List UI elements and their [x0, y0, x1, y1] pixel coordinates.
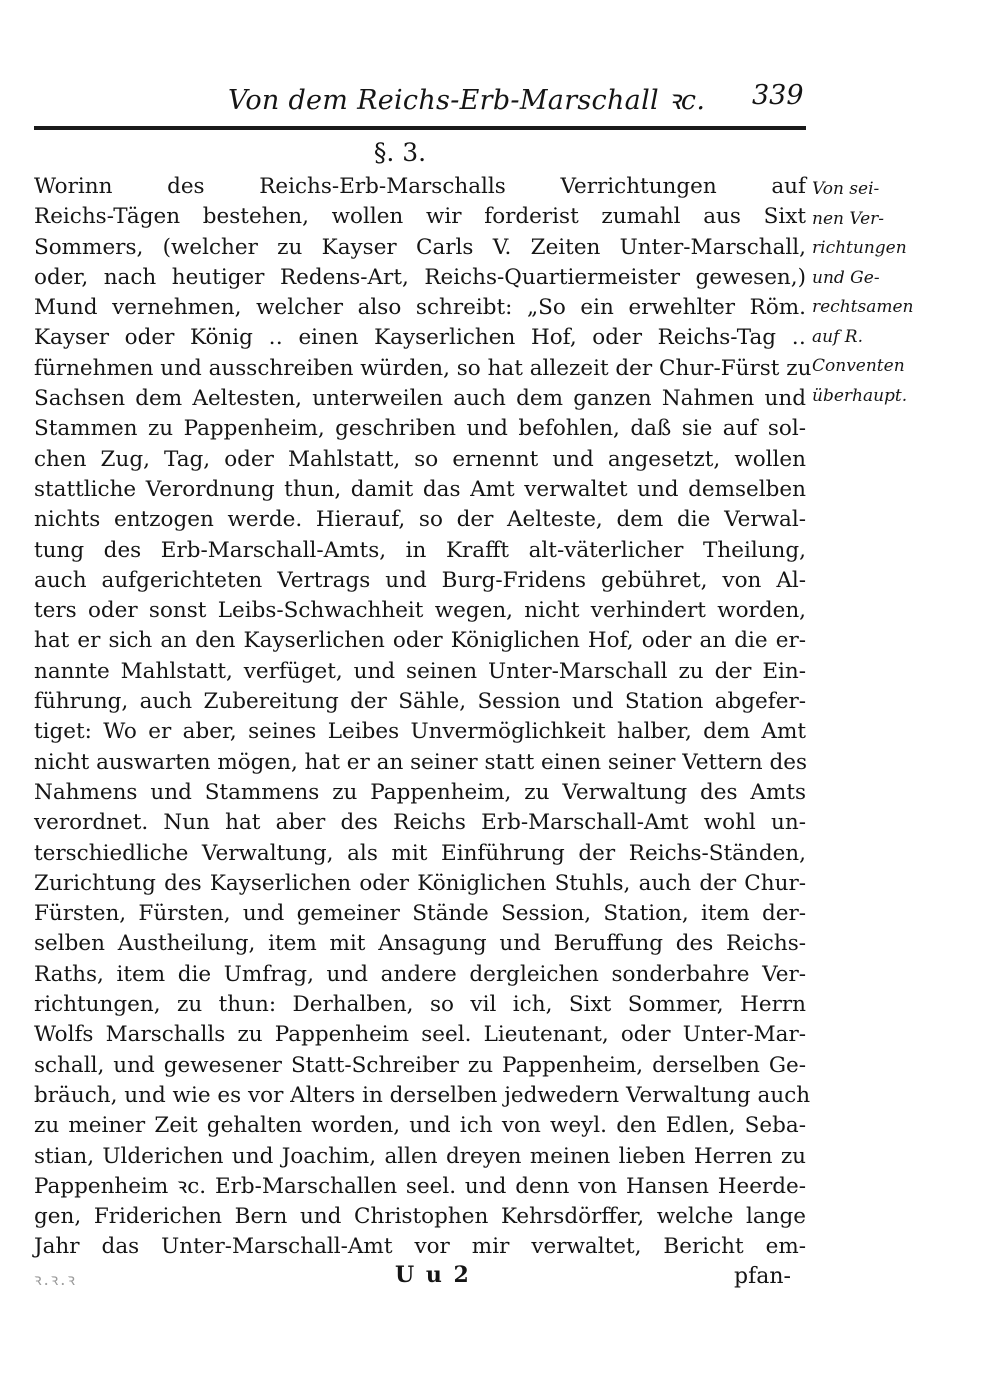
text-line: zu meiner Zeit gehalten worden, und ich von weyl. den Edlen, Seba-	[34, 1113, 806, 1139]
text-line: gen, Friderichen Bern und Christophen Kehrsdörffer, welche lange	[34, 1204, 806, 1230]
text-line: nichts entzogen werde. Hierauf, so der Aelteste, dem die Verwal-	[34, 507, 806, 533]
text-line: hat er sich an den Kayserlichen oder Königlichen Hof, oder an die er-	[34, 628, 806, 654]
text-line: Zurichtung des Kayserlichen oder Königlichen Stuhls, auch der Chur-	[34, 870, 806, 896]
text-line: nannte Mahlstatt, verfüget, und seinen Unter-Marschall zu der Ein-	[34, 658, 806, 684]
text-line: Reichs-Tägen bestehen, wollen wir forderist zumahl aus Sixt	[34, 204, 806, 230]
text-line: auch aufgerichteten Vertrags und Burg-Fridens gebühret, von Al-	[34, 567, 806, 593]
text-line: chen Zug, Tag, oder Mahlstatt, so ernennt und angesetzt, wollen	[34, 446, 806, 472]
text-line: Kayser oder König ‥ einen Kayserlichen Hof, oder Reichs-Tag ‥	[34, 325, 806, 351]
margin-note-line: rechtsamen	[812, 297, 914, 317]
text-line: Raths, item die Umfrag, und andere dergleichen sonderbahre Ver-	[34, 961, 806, 987]
text-line: Wolfs Marschalls zu Pappenheim seel. Lieutenant, oder Unter-Mar-	[34, 1022, 806, 1048]
text-line: verordnet. Nun hat aber des Reichs Erb-Marschall-Amt wohl un-	[34, 810, 806, 836]
text-line: schall, und gewesener Statt-Schreiber zu Pappenheim, derselben Ge-	[34, 1052, 806, 1078]
section-mark: §. 3.	[373, 138, 427, 167]
text-line: stian, Ulderichen und Joachim, allen dreyen meinen lieben Herren zu	[34, 1143, 806, 1169]
text-line: Pappenheim ꝛc. Erb-Marschallen seel. und denn von Hansen Heerde-	[34, 1173, 806, 1199]
margin-note-line: nen Ver-	[812, 208, 885, 229]
text-line: Fürsten, Fürsten, und gemeiner Stände Session, Station, item der-	[34, 901, 806, 927]
running-title: Von dem Reichs-Erb-Marschall ꝛc.	[228, 85, 706, 116]
catchword: pfan-	[734, 1264, 791, 1289]
text-line: Stammen zu Pappenheim, geschriben und befohlen, daß sie auf sol-	[34, 416, 806, 442]
text-line: führung, auch Zubereitung der Sähle, Session und Station abgefer-	[34, 689, 806, 715]
signature-mark: U u 2	[395, 1262, 471, 1288]
text-line: Sachsen dem Aeltesten, unterweilen auch dem ganzen Nahmen und	[34, 386, 806, 412]
text-line: selben Austheilung, item mit Ansagung und Beruffung des Reichs-	[34, 931, 806, 957]
margin-note-line: auf R.	[812, 326, 863, 347]
text-line: bräuch, und wie es vor Alters in derselben jedwedern Verwaltung auch	[34, 1082, 811, 1108]
text-line: terschiedliche Verwaltung, als mit Einführung der Reichs-Ständen,	[34, 840, 806, 866]
text-line: tung des Erb-Marschall-Amts, in Krafft alt-väterlicher Theilung,	[34, 537, 806, 563]
text-line: richtungen, zu thun: Derhalben, so vil ich, Sixt Sommer, Herrn	[34, 992, 806, 1018]
text-line: Nahmens und Stammens zu Pappenheim, zu Verwaltung des Amts	[34, 779, 806, 805]
text-line: Sommers, (welcher zu Kayser Carls V. Zeiten Unter-Marschall,	[34, 234, 806, 260]
body-text	[34, 172, 812, 1263]
text-line: nicht auswarten mögen, hat er an seiner statt einen seiner Vettern des	[34, 749, 807, 775]
margin-note	[812, 175, 962, 411]
text-line: Jahr das Unter-Marschall-Amt vor mir verwaltet, Bericht em-	[34, 1234, 806, 1260]
margin-note-line: und Ge-	[812, 267, 880, 288]
text-line: ters oder sonst Leibs-Schwachheit wegen, nicht verhindert worden,	[34, 598, 806, 624]
margin-note-line: überhaupt.	[812, 385, 908, 406]
margin-note-line: richtungen	[812, 238, 907, 258]
text-line: stattliche Verordnung thun, damit das Amt verwaltet und demselben	[34, 476, 806, 502]
text-line: oder, nach heutiger Redens-Art, Reichs-Quartiermeister gewesen,)	[34, 264, 806, 290]
page-number: 339	[752, 80, 804, 111]
text-line: tiget: Wo er aber, seines Leibes Unvermöglichkeit halber, dem Amt	[34, 719, 806, 745]
margin-note-line: Conventen	[812, 356, 905, 376]
ink-smudge: ꝛ.ꝛ.ꝛ	[34, 1270, 77, 1289]
text-line: Worinn des Reichs-Erb-Marschalls Verrichtungen auf	[34, 174, 806, 199]
text-line: fürnehmen und ausschreiben würden, so hat allezeit der Chur-Fürst zu	[34, 355, 812, 381]
header-rule	[34, 126, 806, 130]
margin-note-line: Von sei-	[812, 179, 880, 199]
text-line: Mund vernehmen, welcher also schreibt: „So ein erwehlter Röm.	[34, 295, 806, 321]
